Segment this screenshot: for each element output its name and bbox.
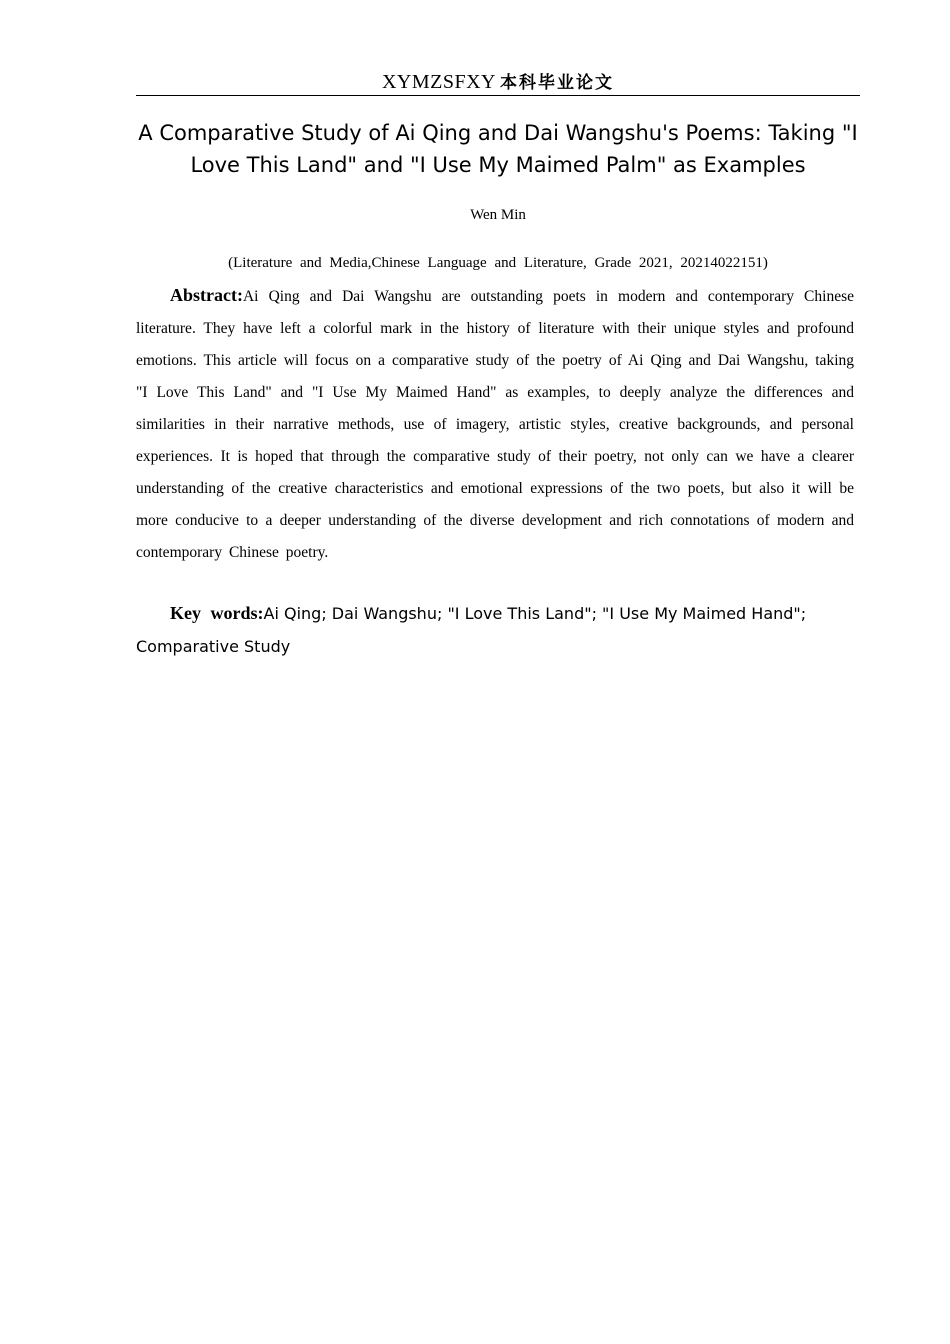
keywords-text: Ai Qing; Dai Wangshu; "I Love This Land"; "I Use My Maimed Hand"; Comparative Study [136, 604, 807, 656]
header-divider [136, 95, 860, 96]
header-thesis-label: 本科毕业论文 [500, 73, 615, 93]
keywords-paragraph [136, 597, 854, 664]
header-institution-code: XYMZSFXY [381, 71, 497, 93]
keywords-label: Key words: [170, 603, 264, 623]
author-affiliation: (Literature and Media,Chinese Language and Literature, Grade 2021, 20214022151) [228, 255, 768, 271]
paper-title: A Comparative Study of Ai Qing and Dai Wangshu's Poems: Taking "I Love This Land" and "I Use My Maimed Palm" as Examples [138, 121, 858, 177]
abstract-text: Ai Qing and Dai Wangshu are outstanding poets in modern and contemporary Chinese literature. They have left a colorful mark in the history of literature with their unique styles and profound emotions. This article will focus on a comparative study of the poetry of Ai Qing and Dai Wangshu, taking "I Love This Land" and "I Use My Maimed Hand" as examples, to deeply analyze the differences and similarities in their narrative methods, use of imagery, artistic styles, creative backgrounds, and personal experiences. It is hoped that through the comparative study of their poetry, not only can we have a clearer understanding of the creative characteristics and emotional expressions of the two poets, but also it will be more conducive to a deeper understanding of the diverse development and rich connotations of modern and contemporary Chinese poetry. [136, 288, 854, 561]
page-header [136, 68, 860, 97]
author-name: Wen Min [470, 207, 526, 223]
abstract-paragraph [136, 279, 854, 569]
abstract-label: Abstract: [170, 285, 243, 305]
